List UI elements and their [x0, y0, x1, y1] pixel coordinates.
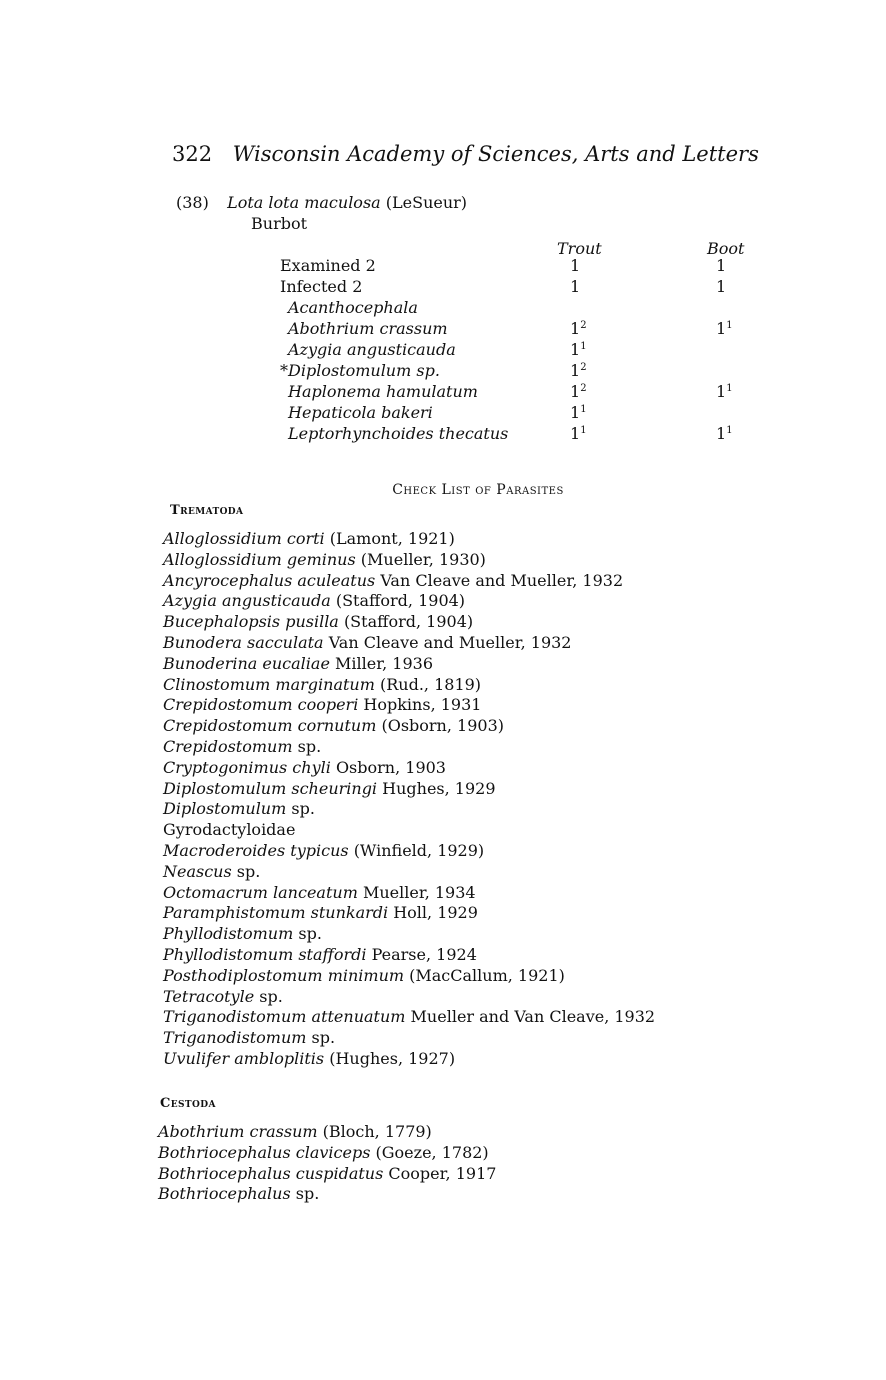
- species-authority: Mueller and Van Cleave, 1932: [410, 1007, 656, 1027]
- boot-value: [716, 319, 733, 338]
- species-authority: Miller, 1936: [335, 653, 433, 673]
- species-authority: (Osborn, 1903): [381, 716, 504, 736]
- species-name: Bothriocephalus cuspidatus: [158, 1163, 384, 1183]
- species-authority: (Mueller, 1930): [360, 549, 486, 569]
- trout-count: 1: [570, 340, 581, 359]
- species-authority: (MacCallum, 1921): [409, 965, 565, 985]
- trematoda-heading: Trematoda: [170, 503, 244, 518]
- table-row: [280, 277, 760, 298]
- list-item: [163, 862, 655, 883]
- species-name: Bucephalopsis pusilla: [163, 612, 339, 632]
- species-name: Crepidostomum cornutum: [163, 716, 377, 736]
- species-name: Triganodistomum attenuatum: [163, 1007, 406, 1027]
- list-item: [158, 1164, 496, 1185]
- row-label: Examined 2: [280, 256, 376, 275]
- species-authority: sp.: [298, 924, 322, 944]
- row-label: Hepaticola bakeri: [288, 403, 433, 422]
- trout-value: [570, 424, 587, 443]
- running-head: [172, 142, 759, 166]
- trout-superscript: 1: [580, 404, 587, 415]
- boot-value: [716, 277, 726, 296]
- species-name: Phyllodistomum: [163, 924, 294, 944]
- boot-count: 1: [716, 319, 727, 338]
- trout-count: 1: [570, 277, 581, 296]
- species-name: Cryptogonimus chyli: [163, 757, 331, 777]
- host-author: (LeSueur): [385, 193, 468, 212]
- species-authority: Pearse, 1924: [371, 944, 477, 964]
- host-common-name: Burbot: [251, 214, 308, 233]
- species-authority: sp.: [297, 736, 322, 756]
- list-item: [163, 903, 655, 924]
- trout-superscript: 2: [580, 320, 587, 331]
- page-number: 322: [172, 142, 213, 166]
- species-authority: (Hughes, 1927): [329, 1048, 456, 1068]
- species-authority: (Stafford, 1904): [343, 612, 474, 632]
- trout-value: [570, 340, 587, 359]
- trout-count: 1: [570, 256, 581, 275]
- species-authority: Osborn, 1903: [335, 757, 446, 777]
- list-item: [163, 820, 655, 841]
- boot-superscript: 1: [726, 425, 733, 436]
- list-item: [163, 841, 655, 862]
- species-name: Alloglossidium geminus: [163, 549, 356, 569]
- species-authority: sp.: [291, 799, 315, 819]
- species-name: Posthodiplostomum minimum: [163, 965, 405, 985]
- species-name: Bunodera sacculata: [163, 632, 324, 652]
- list-item: [163, 945, 655, 966]
- species-name: Octomacrum lanceatum: [163, 882, 358, 902]
- list-item: [163, 571, 655, 592]
- list-item: [163, 779, 655, 800]
- species-name: Abothrium crassum: [158, 1122, 318, 1141]
- list-item: [163, 716, 655, 737]
- species-name: Tetracotyle: [163, 986, 255, 1006]
- trout-value: [570, 382, 587, 401]
- species-authority: Cooper, 1917: [388, 1163, 497, 1183]
- species-authority: (Rud., 1819): [379, 674, 482, 694]
- table-row: [280, 382, 760, 403]
- species-authority: Holl, 1929: [393, 903, 478, 923]
- trout-superscript: 1: [580, 341, 587, 352]
- journal-title: Wisconsin Academy of Sciences, Arts and Letters: [232, 142, 759, 166]
- species-name: Bothriocephalus: [158, 1184, 291, 1204]
- species-name: Diplostomulum scheuringi: [163, 778, 378, 798]
- trout-value: [570, 277, 580, 296]
- trout-count: 1: [570, 361, 581, 380]
- species-authority: sp.: [259, 986, 283, 1006]
- list-item: [163, 799, 655, 820]
- boot-count: 1: [716, 382, 727, 401]
- species-authority: Van Cleave and Mueller, 1932: [328, 632, 572, 652]
- list-item: [163, 758, 655, 779]
- list-item: [163, 675, 655, 696]
- species-name: Clinostomum marginatum: [163, 674, 375, 694]
- species-authority: sp.: [295, 1184, 320, 1204]
- species-name: Paramphistomum stunkardi: [163, 903, 389, 923]
- table-row: [280, 361, 760, 382]
- list-item: [163, 966, 655, 987]
- row-label: Infected 2: [280, 277, 363, 296]
- trout-value: [570, 403, 587, 422]
- list-item: [163, 654, 655, 675]
- species-authority: (Stafford, 1904): [335, 591, 466, 611]
- table-row: [280, 403, 760, 424]
- trout-superscript: 1: [580, 425, 587, 436]
- list-item: [158, 1143, 496, 1164]
- boot-superscript: 1: [726, 383, 733, 394]
- host-species: Lota lota maculosa: [227, 193, 381, 212]
- list-item: [163, 883, 655, 904]
- species-authority: (Goeze, 1782): [375, 1142, 489, 1162]
- species-name: Ancyrocephalus aculeatus: [163, 570, 376, 590]
- list-item: [163, 987, 655, 1008]
- table-row: [280, 298, 760, 319]
- trout-count: 1: [570, 319, 581, 338]
- column-header-trout: Trout: [557, 239, 602, 258]
- species-name: Crepidostomum cooperi: [163, 695, 359, 715]
- row-label: Leptorhynchoides thecatus: [288, 424, 509, 443]
- list-item: [158, 1122, 496, 1143]
- species-name: Bothriocephalus claviceps: [158, 1142, 371, 1162]
- boot-count: 1: [716, 277, 727, 296]
- species-name: Neascus: [163, 861, 232, 881]
- list-item: [163, 633, 655, 654]
- list-item: [163, 1007, 655, 1028]
- boot-count: 1: [716, 256, 727, 275]
- row-label: Acanthocephala: [288, 298, 418, 317]
- boot-count: 1: [716, 424, 727, 443]
- trout-count: 1: [570, 424, 581, 443]
- species-authority: (Bloch, 1779): [322, 1122, 432, 1141]
- trout-value: [570, 256, 580, 275]
- species-authority: Van Cleave and Mueller, 1932: [380, 570, 624, 590]
- list-item: [163, 737, 655, 758]
- table-row: [280, 424, 760, 445]
- trout-superscript: 2: [580, 383, 587, 394]
- list-item: [158, 1184, 496, 1205]
- list-item: [163, 1028, 655, 1049]
- species-authority: Hughes, 1929: [382, 778, 496, 798]
- table-row: [280, 340, 760, 361]
- species-name: Diplostomulum: [163, 799, 287, 819]
- list-item: [163, 695, 655, 716]
- species-name: Alloglossidium corti: [163, 529, 325, 548]
- host-entry: [176, 193, 467, 212]
- species-name: Uvulifer ambloplitis: [163, 1048, 325, 1068]
- species-authority: Gyrodactyloidae: [163, 820, 296, 840]
- parasite-table: [280, 256, 760, 445]
- species-authority: Hopkins, 1931: [363, 695, 482, 715]
- cestoda-list: [158, 1122, 496, 1205]
- trout-count: 1: [570, 403, 581, 422]
- species-name: Phyllodistomum staffordi: [163, 944, 367, 964]
- column-header-boot: Boot: [707, 239, 745, 258]
- table-row: [280, 256, 760, 277]
- list-item: [163, 924, 655, 945]
- trout-superscript: 2: [580, 362, 587, 373]
- row-label: *Diplostomulum sp.: [280, 361, 440, 380]
- species-name: Macroderoides typicus: [163, 840, 349, 860]
- list-item: [163, 612, 655, 633]
- cestoda-heading: Cestoda: [160, 1096, 216, 1111]
- trout-count: 1: [570, 382, 581, 401]
- list-item: [163, 550, 655, 571]
- row-label: Azygia angusticauda: [288, 340, 456, 359]
- species-authority: sp.: [236, 861, 261, 881]
- species-authority: sp.: [311, 1028, 336, 1048]
- list-item: [163, 1049, 655, 1070]
- trout-value: [570, 361, 587, 380]
- species-authority: Mueller, 1934: [362, 882, 476, 902]
- list-item: [163, 591, 655, 612]
- boot-value: [716, 382, 733, 401]
- entry-number: (38): [176, 193, 209, 212]
- trematoda-list: [163, 529, 655, 1070]
- species-name: Azygia angusticauda: [163, 591, 331, 611]
- species-name: Crepidostomum: [163, 736, 293, 756]
- boot-value: [716, 256, 726, 275]
- species-name: Triganodistomum: [163, 1028, 307, 1048]
- species-authority: (Winfield, 1929): [353, 840, 485, 860]
- boot-superscript: 1: [726, 320, 733, 331]
- species-authority: (Lamont, 1921): [329, 529, 455, 548]
- boot-value: [716, 424, 733, 443]
- check-list-title: Check List of Parasites: [392, 482, 564, 498]
- row-label: Haplonema hamulatum: [288, 382, 478, 401]
- list-item: [163, 529, 655, 550]
- row-label: Abothrium crassum: [288, 319, 448, 338]
- species-name: Bunoderina eucaliae: [163, 653, 330, 673]
- trout-value: [570, 319, 587, 338]
- table-row: [280, 319, 760, 340]
